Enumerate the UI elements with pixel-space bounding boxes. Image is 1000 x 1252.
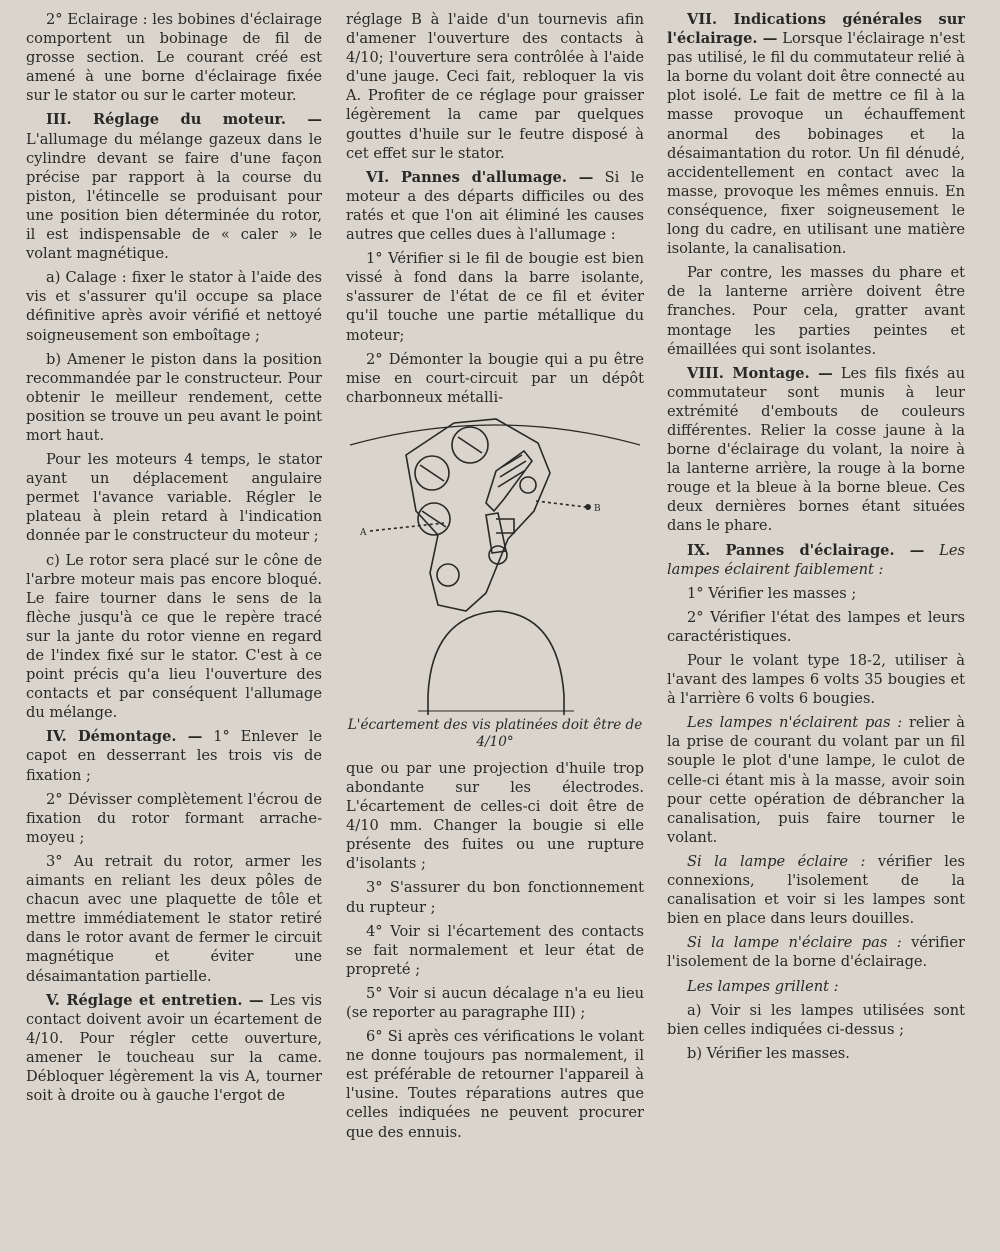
four-stroke-paragraph: Pour les moteurs 4 temps, le stator ayant un déplacement angulaire permet l'avance variable. Régler le plateau à plein retard à l'indication donnée par le constructeur du moteur ; <box>26 451 322 545</box>
section-7-heading: VII. Indications générales sur l'éclairage. — <box>667 11 965 48</box>
section-6-paragraph <box>346 168 644 244</box>
section-6-heading: VI. Pannes d'allumage. — <box>366 168 594 186</box>
section-8-heading: VIII. Montage. — <box>687 364 833 382</box>
lampes-step-2: 2° Vérifier l'état des lampes et leurs caractéristiques. <box>667 608 965 645</box>
contact-breaker-diagram <box>346 415 644 715</box>
column-2 <box>346 10 644 1147</box>
lamp-lights-paragraph <box>667 852 965 928</box>
lamp-no-light-paragraph <box>667 933 965 971</box>
section-4-text: 1° Enlever le capot en desserrant les trois vis de fixation ; <box>26 728 322 784</box>
lamps-burn-step-b: b) Vérifier les masses. <box>687 1044 850 1062</box>
lamps-burn-heading: Les lampes grillent : <box>687 977 839 995</box>
verifier-step-6: 6° Si après ces vérifications le volant ne donne toujours pas normalement, il est préférable de retourner l'appareil à l'usine. Toutes réparations autres que celles indiquées ne peuvent procurer que des ennuis. <box>346 1028 644 1141</box>
section-3-heading: III. Réglage du moteur. — <box>46 111 322 129</box>
verifier-step-4: 4° Voir si l'écartement des contacts se fait normalement et leur état de propreté ; <box>346 922 644 978</box>
volant-type-paragraph: Pour le volant type 18-2, utiliser à l'avant des lampes 6 volts 35 bougies et à l'arrière 6 volts 6 bougies. <box>667 652 965 708</box>
verifier-step-2: 2° Démonter la bougie qui a pu être mise en court-circuit par un dépôt charbonneux métalli- <box>346 350 644 406</box>
section-4-paragraph <box>26 727 322 784</box>
demontage-step-3: 3° Au retrait du rotor, armer les aimants en reliant les deux pôles de chacun avec une plaquette de tôle et mettre immédiatement le stator retiré dans le rotor avant de fermer le circuit magnétique et éviter une désaimantation partielle. <box>26 852 322 985</box>
section-5-paragraph <box>26 991 322 1106</box>
verifier-step-5: 5° Voir si aucun décalage n'a eu lieu (se reporter au paragraphe III) ; <box>346 984 644 1021</box>
section-8-paragraph <box>667 364 965 536</box>
lamp-no-light-text: vérifier l'isolement de la borne d'éclairage. <box>667 934 966 971</box>
masses-paragraph: Par contre, les masses du phare et de la lanterne arrière doivent être franches. Pour cela, gratter avant montage les parties peintes et émaillées qui sont isolantes. <box>667 264 965 358</box>
lamps-burn-step-a: a) Voir si les lampes utilisées sont bien celles indiquées ci-dessus ; <box>667 1001 965 1038</box>
lampes-step-1: 1° Vérifier les masses ; <box>687 584 857 602</box>
label-b: B <box>594 503 601 514</box>
contact-breaker-figure <box>346 415 644 751</box>
section-4-heading: IV. Démontage. — <box>46 728 203 746</box>
no-light-heading: Les lampes n'éclairent pas : <box>687 714 903 732</box>
eclairage-paragraph: 2° Eclairage : les bobines d'éclairage comportent un bobinage de fil de grosse section. Le courant créé est amené à une borne d'éclairage fixée sur le stator ou sur le carter moteur. <box>26 11 322 105</box>
section-3-text: L'allumage du mélange gazeux dans le cylindre devant se faire d'une façon précise par rapport à la course du piston, l'étincelle se produisant pour une position bien déterminée du rotor, il est indispensable de « caler » le volant magnétique. <box>26 130 322 263</box>
rotor-paragraph: c) Le rotor sera placé sur le cône de l'arbre moteur mais pas encore bloqué. Le faire tourner dans le sens de la flèche jusqu'à ce que le repère tracé sur la jante du rotor vienne en regard de l'index fixé sur le stator. C'est à ce point précis qu'a lieu l'ouverture des contacts et par conséquent l'allumage du mélange. <box>26 551 322 722</box>
lamp-lights-heading: Si la lampe éclaire : <box>687 852 866 870</box>
piston-paragraph: b) Amener le piston dans la position recommandée par le constructeur. Pour obtenir le meilleur rendement, cette position se trouve un peu avant le point mort haut. <box>26 350 322 444</box>
no-light-text: relier à la prise de courant du volant par un fil souple le plot d'une lampe, le culot de celle-ci étant mis à la masse, avoir soin pour cette opération de débrancher la canalisation, puis faire tourner le volant. <box>667 714 965 846</box>
no-light-paragraph <box>667 713 965 847</box>
section-6-text: Si le moteur a des départs difficiles ou des ratés et que l'on ait éliminé les causes autres que celles dues à l'allumage : <box>346 168 645 244</box>
section-9-subheading: Les lampes éclairent faiblement : <box>667 541 965 578</box>
label-a: A <box>360 527 367 538</box>
lamp-no-light-heading: Si la lampe n'éclaire pas : <box>687 934 902 952</box>
section-9-heading: IX. Pannes d'éclairage. — <box>687 541 925 559</box>
section-7-text: Lorsque l'éclairage n'est pas utilisé, le fil du commutateur relié à la borne du volant doit être connecté au plot isolé. Le fait de mettre ce fil à la masse provoque un échauffement anormal des bobinages et la désaimantation du rotor. Un fil dénudé, accidentellement en contact avec la masse, provoque les mêmes ennuis. En conséquence, fixer soigneusement le long du cadre, en utilisant une matière isolante, la canalisation. <box>667 30 965 258</box>
column-1 <box>26 10 322 1110</box>
verifier-step-3: 3° S'assurer du bon fonctionnement du rupteur ; <box>346 879 644 916</box>
column-3 <box>667 10 965 1068</box>
demontage-step-2: 2° Dévisser complètement l'écrou de fixation du rotor formant arrache-moyeu ; <box>26 790 322 846</box>
section-3-paragraph <box>26 110 322 263</box>
section-8-text: Les fils fixés au commutateur sont munis à leur extrémité d'embouts de couleurs différentes. Relier la cosse jaune à la borne d'éclairage du volant, la noire à la lanterne arrière, la rouge à la borne rouge et la bleue à la borne bleue. Ces deux dernières bornes étant situées dans le phare. <box>667 364 965 535</box>
figure-caption: L'écartement des vis platinées doit être de 4/10° <box>347 716 643 750</box>
reglage-continued-paragraph: réglage B à l'aide d'un tournevis afin d'amener l'ouverture des contacts à 4/10; l'ouverture sera contrôlée à l'aide d'une jauge. Ceci fait, rebloquer la vis A. Profiter de ce réglage pour graisser légèrement la came par quelques gouttes d'huile sur le feutre disposé à cet effet sur le stator. <box>346 11 644 162</box>
section-5-heading: V. Réglage et entretien. — <box>46 991 264 1009</box>
bougie-continued-paragraph: que ou par une projection d'huile trop abondante sur les électrodes. L'écartement de celles-ci doit être de 4/10 mm. Changer la bougie si elle présente des fuites ou une rupture d'isolants ; <box>346 759 644 873</box>
section-5-text: Les vis contact doivent avoir un écartement de 4/10. Pour régler cette ouverture, amener le toucheau sur la came. Débloquer légèrement la vis A, tourner soit à droite ou à gauche l'ergot de <box>26 991 322 1105</box>
section-9-paragraph <box>667 541 965 579</box>
verifier-step-1: 1° Vérifier si le fil de bougie est bien vissé à fond dans la barre isolante, s'assurer de l'état de ce fil et éviter qu'il touche une partie métallique du moteur; <box>346 250 644 344</box>
lamp-lights-text: vérifier les connexions, l'isolement de la canalisation et voir si les lampes sont bien en place dans leurs douilles. <box>667 852 966 928</box>
section-7-paragraph <box>667 10 965 258</box>
calage-paragraph: a) Calage : fixer le stator à l'aide des vis et s'assurer qu'il occupe sa place définitive après avoir vérifié et nettoyé soigneusement son emboîtage ; <box>26 269 322 344</box>
